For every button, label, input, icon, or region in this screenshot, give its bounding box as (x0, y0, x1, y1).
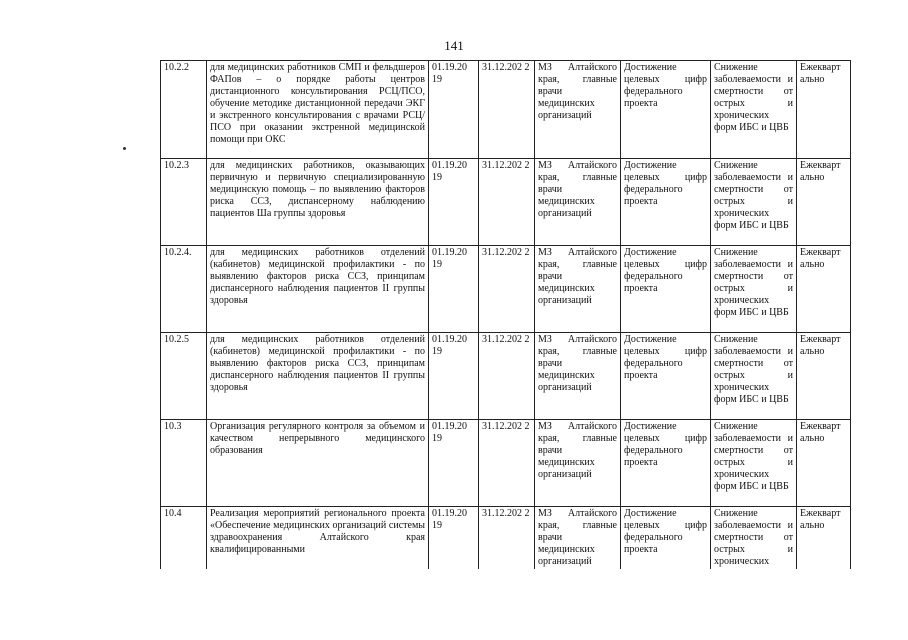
item-number: 10.3 (161, 420, 207, 507)
item-number: 10.2.2 (161, 61, 207, 159)
table-row (161, 246, 851, 333)
frequency: Ежекварт ально (797, 159, 851, 246)
item-number: 10.4 (161, 507, 207, 570)
item-description: для медицинских работников СМП и фельдшеров ФАПов – о порядке работы центров дистанционного консультирования РСЦ/ПСО, обучение методике дистанционной передачи ЭКГ и экстренного консультирования с врачами РСЦ/ПСО при оказании экстренной медицинской помощи при ОКС (207, 61, 429, 159)
item-description: для медицинских работников отделений (кабинетов) медицинской профилактики - по выявлению факторов риска ССЗ, принципам диспансерного наблюдения пациентов II группы здоровья (207, 246, 429, 333)
target-indicator: Снижение заболеваемости и смертности от острых и хронических форм ИБС и ЦВБ (711, 159, 797, 246)
stray-mark (123, 147, 126, 150)
expected-result: Достижение целевых цифр федерального проекта (621, 333, 711, 420)
frequency: Ежекварт ально (797, 507, 851, 570)
table-row (161, 61, 851, 159)
page-number: 141 (444, 38, 464, 53)
start-date: 01.19.20 19 (429, 61, 479, 159)
target-indicator: Снижение заболеваемости и смертности от острых и хронических (711, 507, 797, 570)
item-description: для медицинских работников отделений (кабинетов) медицинской профилактики - по выявлению факторов риска ССЗ, принципам диспансерного наблюдения пациентов II группы здоровья (207, 333, 429, 420)
item-description: для медицинских работников, оказывающих первичную и первичную специализированную медицинскую помощь – по выявлению факторов риска ССЗ, диспансерному наблюдению пациентов Ша группы здоровья (207, 159, 429, 246)
expected-result: Достижение целевых цифр федерального проекта (621, 246, 711, 333)
table-row (161, 507, 851, 570)
target-indicator: Снижение заболеваемости и смертности от острых и хронических форм ИБС и ЦВБ (711, 333, 797, 420)
start-date: 01.19.20 19 (429, 420, 479, 507)
expected-result: Достижение целевых цифр федерального проекта (621, 61, 711, 159)
start-date: 01.19.20 19 (429, 246, 479, 333)
responsible: МЗ Алтайского края, главные врачи медицинских организаций (535, 159, 621, 246)
item-description: Реализация мероприятий регионального проекта «Обеспечение медицинских организаций системы здравоохранения Алтайского края квалифицированными (207, 507, 429, 570)
table-row (161, 159, 851, 246)
end-date: 31.12.202 2 (479, 246, 535, 333)
end-date: 31.12.202 2 (479, 61, 535, 159)
item-description: Организация регулярного контроля за объемом и качеством непрерывного медицинского образования (207, 420, 429, 507)
frequency: Ежекварт ально (797, 420, 851, 507)
target-indicator: Снижение заболеваемости и смертности от острых и хронических форм ИБС и ЦВБ (711, 246, 797, 333)
responsible: МЗ Алтайского края, главные врачи медицинских организаций (535, 420, 621, 507)
frequency: Ежекварт ально (797, 61, 851, 159)
responsible: МЗ Алтайского края, главные врачи медицинских организаций (535, 333, 621, 420)
frequency: Ежекварт ально (797, 333, 851, 420)
plan-table (160, 60, 851, 569)
table-row (161, 333, 851, 420)
target-indicator: Снижение заболеваемости и смертности от острых и хронических форм ИБС и ЦВБ (711, 61, 797, 159)
expected-result: Достижение целевых цифр федерального проекта (621, 507, 711, 570)
expected-result: Достижение целевых цифр федерального проекта (621, 159, 711, 246)
item-number: 10.2.4. (161, 246, 207, 333)
item-number: 10.2.3 (161, 159, 207, 246)
start-date: 01.19.20 19 (429, 159, 479, 246)
responsible: МЗ Алтайского края, главные врачи медицинских организаций (535, 61, 621, 159)
responsible: МЗ Алтайского края, главные врачи медицинских организаций (535, 507, 621, 570)
expected-result: Достижение целевых цифр федерального проекта (621, 420, 711, 507)
end-date: 31.12.202 2 (479, 333, 535, 420)
end-date: 31.12.202 2 (479, 507, 535, 570)
start-date: 01.19.20 19 (429, 507, 479, 570)
end-date: 31.12.202 2 (479, 420, 535, 507)
item-number: 10.2.5 (161, 333, 207, 420)
table-row (161, 420, 851, 507)
responsible: МЗ Алтайского края, главные врачи медицинских организаций (535, 246, 621, 333)
frequency: Ежекварт ально (797, 246, 851, 333)
end-date: 31.12.202 2 (479, 159, 535, 246)
target-indicator: Снижение заболеваемости и смертности от острых и хронических форм ИБС и ЦВБ (711, 420, 797, 507)
start-date: 01.19.20 19 (429, 333, 479, 420)
